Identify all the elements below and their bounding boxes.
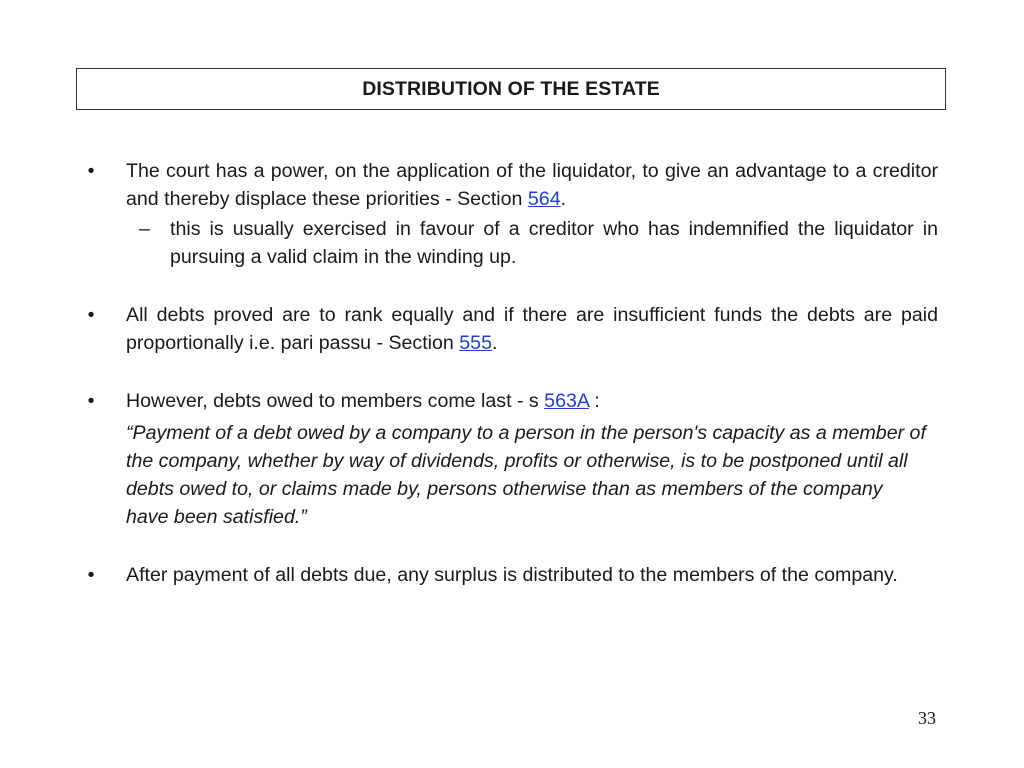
- bullet-marker: •: [87, 390, 95, 412]
- bullet-item-4: [84, 561, 938, 589]
- bullet-text-end: .: [491, 332, 498, 354]
- section-564-link[interactable]: 564: [527, 188, 561, 210]
- section-563a-link[interactable]: 563A: [544, 390, 589, 412]
- slide-number: 33: [918, 708, 936, 728]
- statute-quote: “Payment of a debt owed by a company to a person in the person's capacity as a member of the company, whether by way of dividends, profits or otherwise, is to be postponed until all debts owed to, or claims made by, persons otherwise than as members of the company have been satisfied.”: [126, 422, 926, 528]
- bullet-marker: •: [87, 304, 95, 326]
- bullet-item-1: [84, 157, 938, 213]
- sub-bullet-text: this is usually exercised in favour of a creditor who has indemnified the liquidator in pursuing a valid claim in the winding up.: [170, 218, 938, 268]
- bullet-text: The court has a power, on the application of the liquidator, to give an advantage to a creditor and thereby displace these priorities - Section: [126, 160, 938, 210]
- title-box: [76, 68, 946, 110]
- bullet-item-2: [84, 301, 938, 357]
- dash-marker: –: [139, 218, 150, 240]
- slide-title: DISTRIBUTION OF THE ESTATE: [362, 77, 660, 100]
- bullet-text-end: .: [560, 188, 567, 210]
- bullet-item-3: [84, 387, 938, 415]
- slide-content: [84, 157, 938, 589]
- bullet-text: All debts proved are to rank equally and if there are insufficient funds the debts are paid proportionally i.e. pari passu - Section: [126, 304, 938, 354]
- sub-bullet-item: [84, 215, 938, 271]
- bullet-text-end: :: [588, 390, 600, 412]
- bullet-text: After payment of all debts due, any surplus is distributed to the members of the company.: [126, 564, 898, 586]
- bullet-marker: •: [87, 160, 95, 182]
- bullet-marker: •: [87, 564, 95, 586]
- section-555-link[interactable]: 555: [459, 332, 492, 354]
- bullet-text: However, debts owed to members come last - s: [126, 390, 545, 412]
